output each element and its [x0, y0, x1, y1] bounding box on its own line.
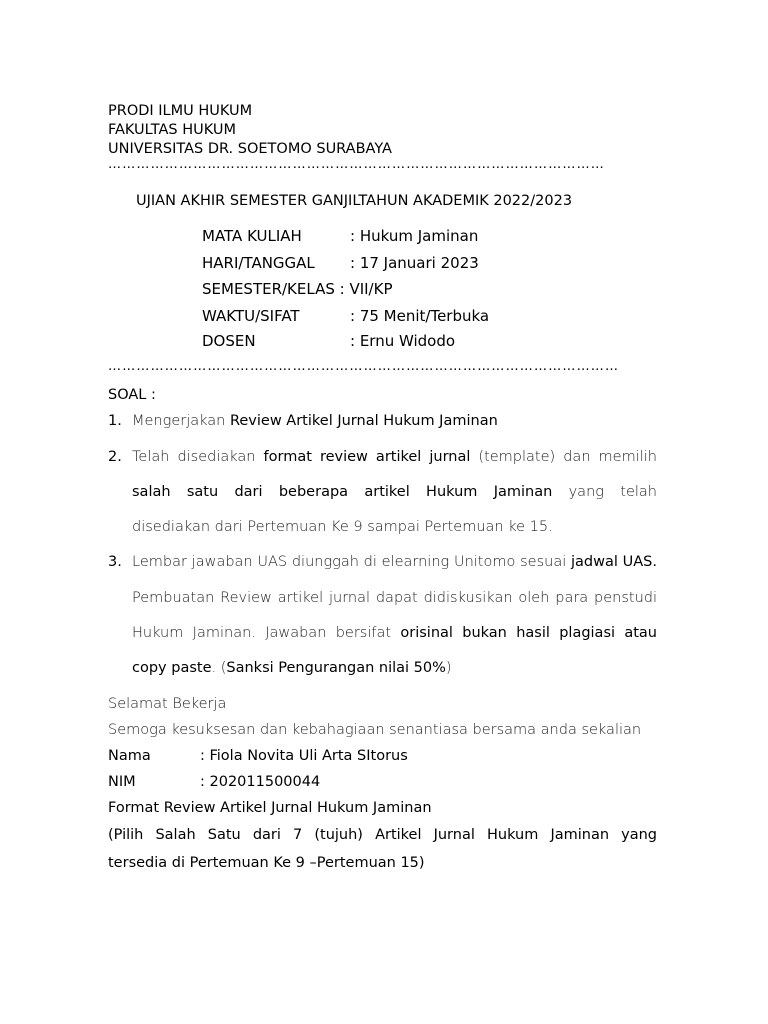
item2-line1-b: format review artikel jurnal [263, 449, 471, 465]
soal-label: SOAL : [108, 387, 156, 403]
item2-line3: disediakan dari Pertemuan Ke 9 sampai Pertemuan ke 15. [132, 519, 553, 535]
item1-bold: Review Artikel Jurnal Hukum Jaminan [229, 413, 498, 429]
item1-text [132, 414, 498, 429]
item3-line3-a: Hukum Jaminan. Jawaban bersifat [132, 625, 401, 641]
item2-line1-c: (template) dan memilih [470, 449, 657, 465]
student-nama-label: Nama [108, 748, 151, 764]
student-nim-value: : 202011500044 [200, 774, 321, 790]
info-label-waktu-sifat: WAKTU/SIFAT [202, 307, 300, 325]
item2-line2-b: yang telah [552, 484, 657, 500]
prodi-heading: PRODI ILMU HUKUM [108, 103, 253, 119]
universitas-heading: UNIVERSITAS DR. SOETOMO SURABAYA [108, 141, 392, 157]
item2-line1 [132, 450, 657, 465]
item1-number: 1. [108, 413, 122, 429]
info-label-dosen: DOSEN [202, 332, 256, 350]
item3-number: 3. [108, 554, 122, 570]
info-value-mata-kuliah: : Hukum Jaminan [350, 227, 479, 245]
closing-selamat: Selamat Bekerja [108, 696, 227, 712]
info-value-dosen: : Ernu Widodo [350, 332, 456, 350]
item2-line1-a: Telah disediakan [132, 449, 264, 465]
student-nim-label: NIM [108, 774, 136, 790]
item3-line1-b: jadwal UAS. [571, 554, 657, 570]
item3-line1-a: Lembar jawaban UAS diunggah di elearning Unitomo sesuai [132, 554, 571, 570]
info-value-waktu-sifat: : 75 Menit/Terbuka [350, 307, 490, 325]
item3-line4-a: copy paste [132, 660, 212, 676]
fakultas-heading: FAKULTAS HUKUM [108, 122, 236, 138]
format-title: Format Review Artikel Jurnal Hukum Jaminan [108, 800, 432, 816]
item1-lead: Mengerjakan [132, 413, 230, 429]
format-note-line2: tersedia di Pertemuan Ke 9 –Pertemuan 15) [108, 855, 425, 871]
item3-line4-b: . ( [211, 660, 227, 676]
item2-line2 [132, 485, 657, 500]
item3-line4-c: Sanksi Pengurangan nilai 50% [226, 660, 446, 676]
item3-line4 [132, 661, 657, 676]
item2-number: 2. [108, 449, 122, 465]
exam-title: UJIAN AKHIR SEMESTER GANJILTAHUN AKADEMIK 2022/2023 [136, 193, 573, 209]
separator-top: …………………………………………………………………………………………… [108, 158, 605, 171]
closing-semoga: Semoga kesuksesan dan kebahagiaan senantiasa bersama anda sekalian [108, 722, 642, 738]
student-nama-value: : Fiola Novita Uli Arta SItorus [200, 748, 408, 764]
item3-line3-b: orisinal bukan hasil plagiasi atau [400, 625, 657, 641]
info-value-hari-tanggal: : 17 Januari 2023 [350, 254, 479, 272]
format-note-line1: (Pilih Salah Satu dari 7 (tujuh) Artikel Jurnal Hukum Jaminan yang [108, 827, 657, 843]
separator-bottom: ……………………………………………………………………………………………… [108, 360, 620, 373]
info-label-hari-tanggal: HARI/TANGGAL [202, 254, 315, 272]
info-label-semester-kelas: SEMESTER/KELAS : VII/KP [202, 280, 393, 298]
info-label-mata-kuliah: MATA KULIAH [202, 227, 302, 245]
item3-line4-d: ) [445, 660, 452, 676]
item3-line3 [132, 626, 657, 641]
item3-line1 [132, 555, 657, 570]
item2-line2-a: salah satu dari beberapa artikel Hukum Jaminan [132, 484, 553, 500]
item3-line2: Pembuatan Review artikel jurnal dapat didiskusikan oleh para penstudi [132, 590, 657, 606]
